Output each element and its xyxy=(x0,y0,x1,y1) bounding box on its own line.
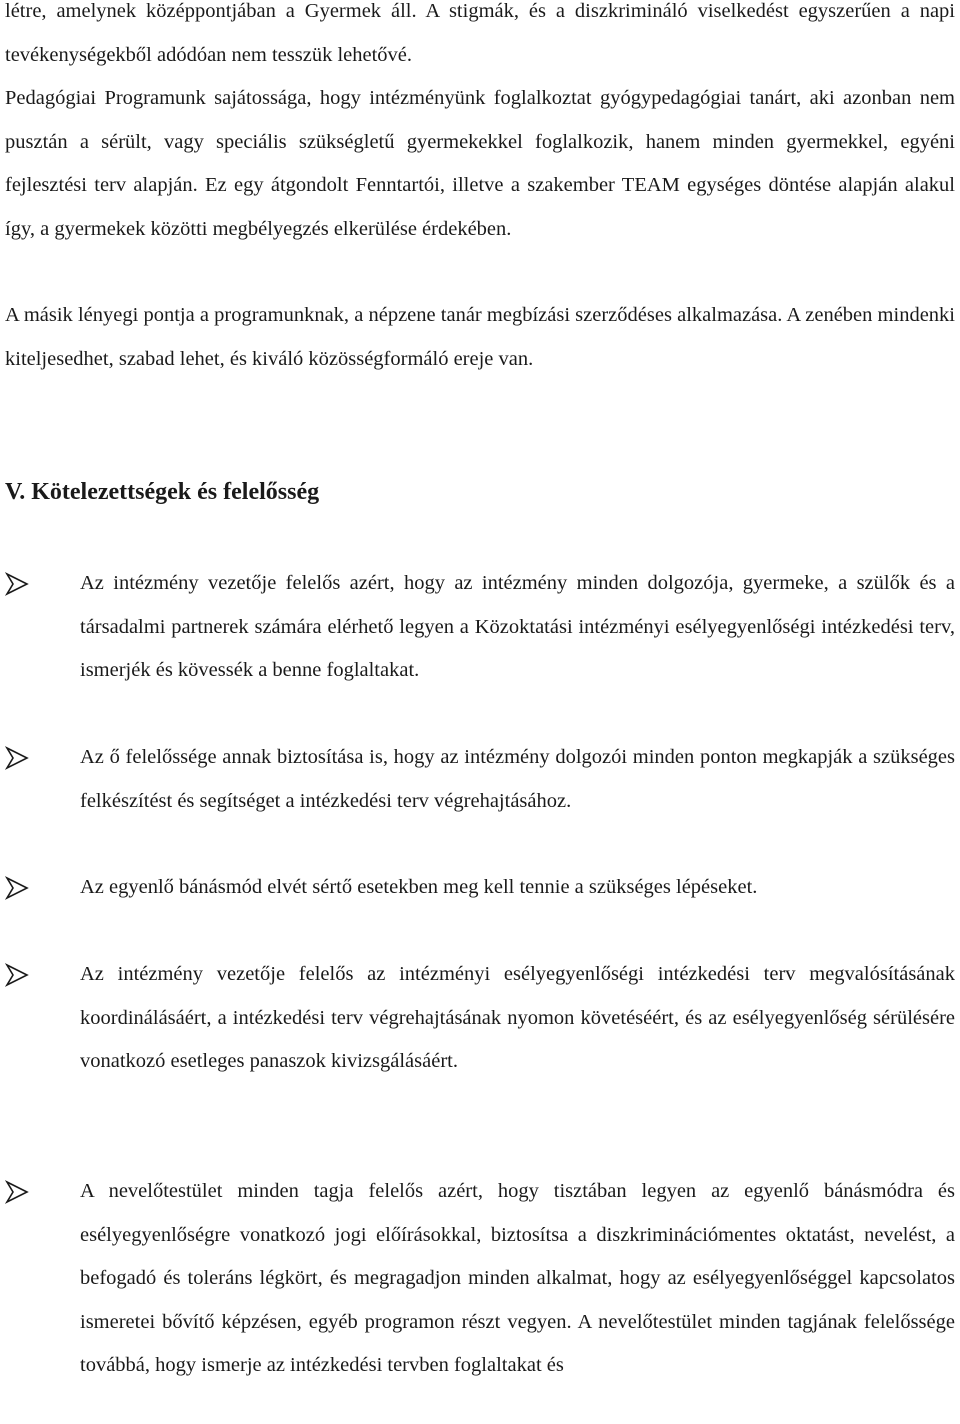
paragraph-pedagogical-program: Pedagógiai Programunk sajátossága, hogy intézményünk foglalkoztat gyógypedagógiai tanárt, aki azonban nem pusztán a sérült, vagy speciális szükségletű gyermekekkel foglalkozik, hanem minden gyermekkel, egyéni fejlesztési terv alapján. Ez egy átgondolt Fenntartói, illetve a szakember TEAM egységes döntése alapján alakul így, a gyermekek közötti megbélyegzés elkerülése érdekében. xyxy=(5,87,955,240)
arrowhead-bullet-icon xyxy=(5,746,29,770)
bullet-text: A nevelőtestület minden tagja felelős azért, hogy tisztában legyen az egyenlő bánásmódra és esélyegyenlőségre vonatkozó jogi előírásokkal, biztosítsa a diszkriminációmentes oktatást, nevelést, a befogadó és toleráns légkört, és megragadjon minden alkalmat, hogy az esélyegyenlőséggel kapcsolatos ismeretei bővítő képzésen, egyéb programon részt vegyen. A nevelőtestület minden tagjának felelőssége továbbá, hogy ismerje az intézkedési tervben foglaltakat és xyxy=(80,1180,955,1376)
arrowhead-bullet-icon xyxy=(5,572,29,596)
arrowhead-bullet-icon xyxy=(5,963,29,987)
bullet-text: Az ő felelőssége annak biztosítása is, hogy az intézmény dolgozói minden ponton megkapják a szükséges felkészítést és segítséget a intézkedési terv végrehajtásához. xyxy=(80,746,955,812)
bullet-item xyxy=(5,1170,955,1388)
bullet-text: Az egyenlő bánásmód elvét sértő esetekben meg kell tennie a szükséges lépéseket. xyxy=(80,876,758,898)
bullet-text: Az intézmény vezetője felelős azért, hogy az intézmény minden dolgozója, gyermeke, a szülők és a társadalmi partnerek számára elérhető legyen a Közoktatási intézményi esélyegyenlőségi intézkedési terv, ismerjék és kövessék a benne foglaltakat. xyxy=(80,572,955,681)
bullet-item xyxy=(5,866,955,910)
paragraph-intro: létre, amelynek középpontjában a Gyermek áll. A stigmák, és a diszkrimináló viselkedést egyszerűen a napi tevékenységekből adódóan nem tesszük lehetővé. xyxy=(5,0,955,66)
arrowhead-bullet-icon xyxy=(5,876,29,900)
paragraph-folk-music-teacher: A másik lényegi pontja a programunknak, a népzene tanár megbízási szerződéses alkalmazása. A zenében mindenki kiteljesedhet, szabad lehet, és kiváló közösségformáló ereje van. xyxy=(5,304,955,370)
bullet-item xyxy=(5,953,955,1084)
section-heading: V. Kötelezettségek és felelősség xyxy=(5,479,320,505)
bullet-text: Az intézmény vezetője felelős az intézményi esélyegyenlőségi intézkedési terv megvalósításának koordinálásáért, a intézkedési terv végrehajtásának nyomon követéséért, és az esélyegyenlőség sérülésére vonatkozó esetleges panaszok kivizsgálásáért. xyxy=(80,963,955,1072)
bullet-item xyxy=(5,562,955,693)
arrowhead-bullet-icon xyxy=(5,1180,29,1204)
bullet-item xyxy=(5,736,955,823)
